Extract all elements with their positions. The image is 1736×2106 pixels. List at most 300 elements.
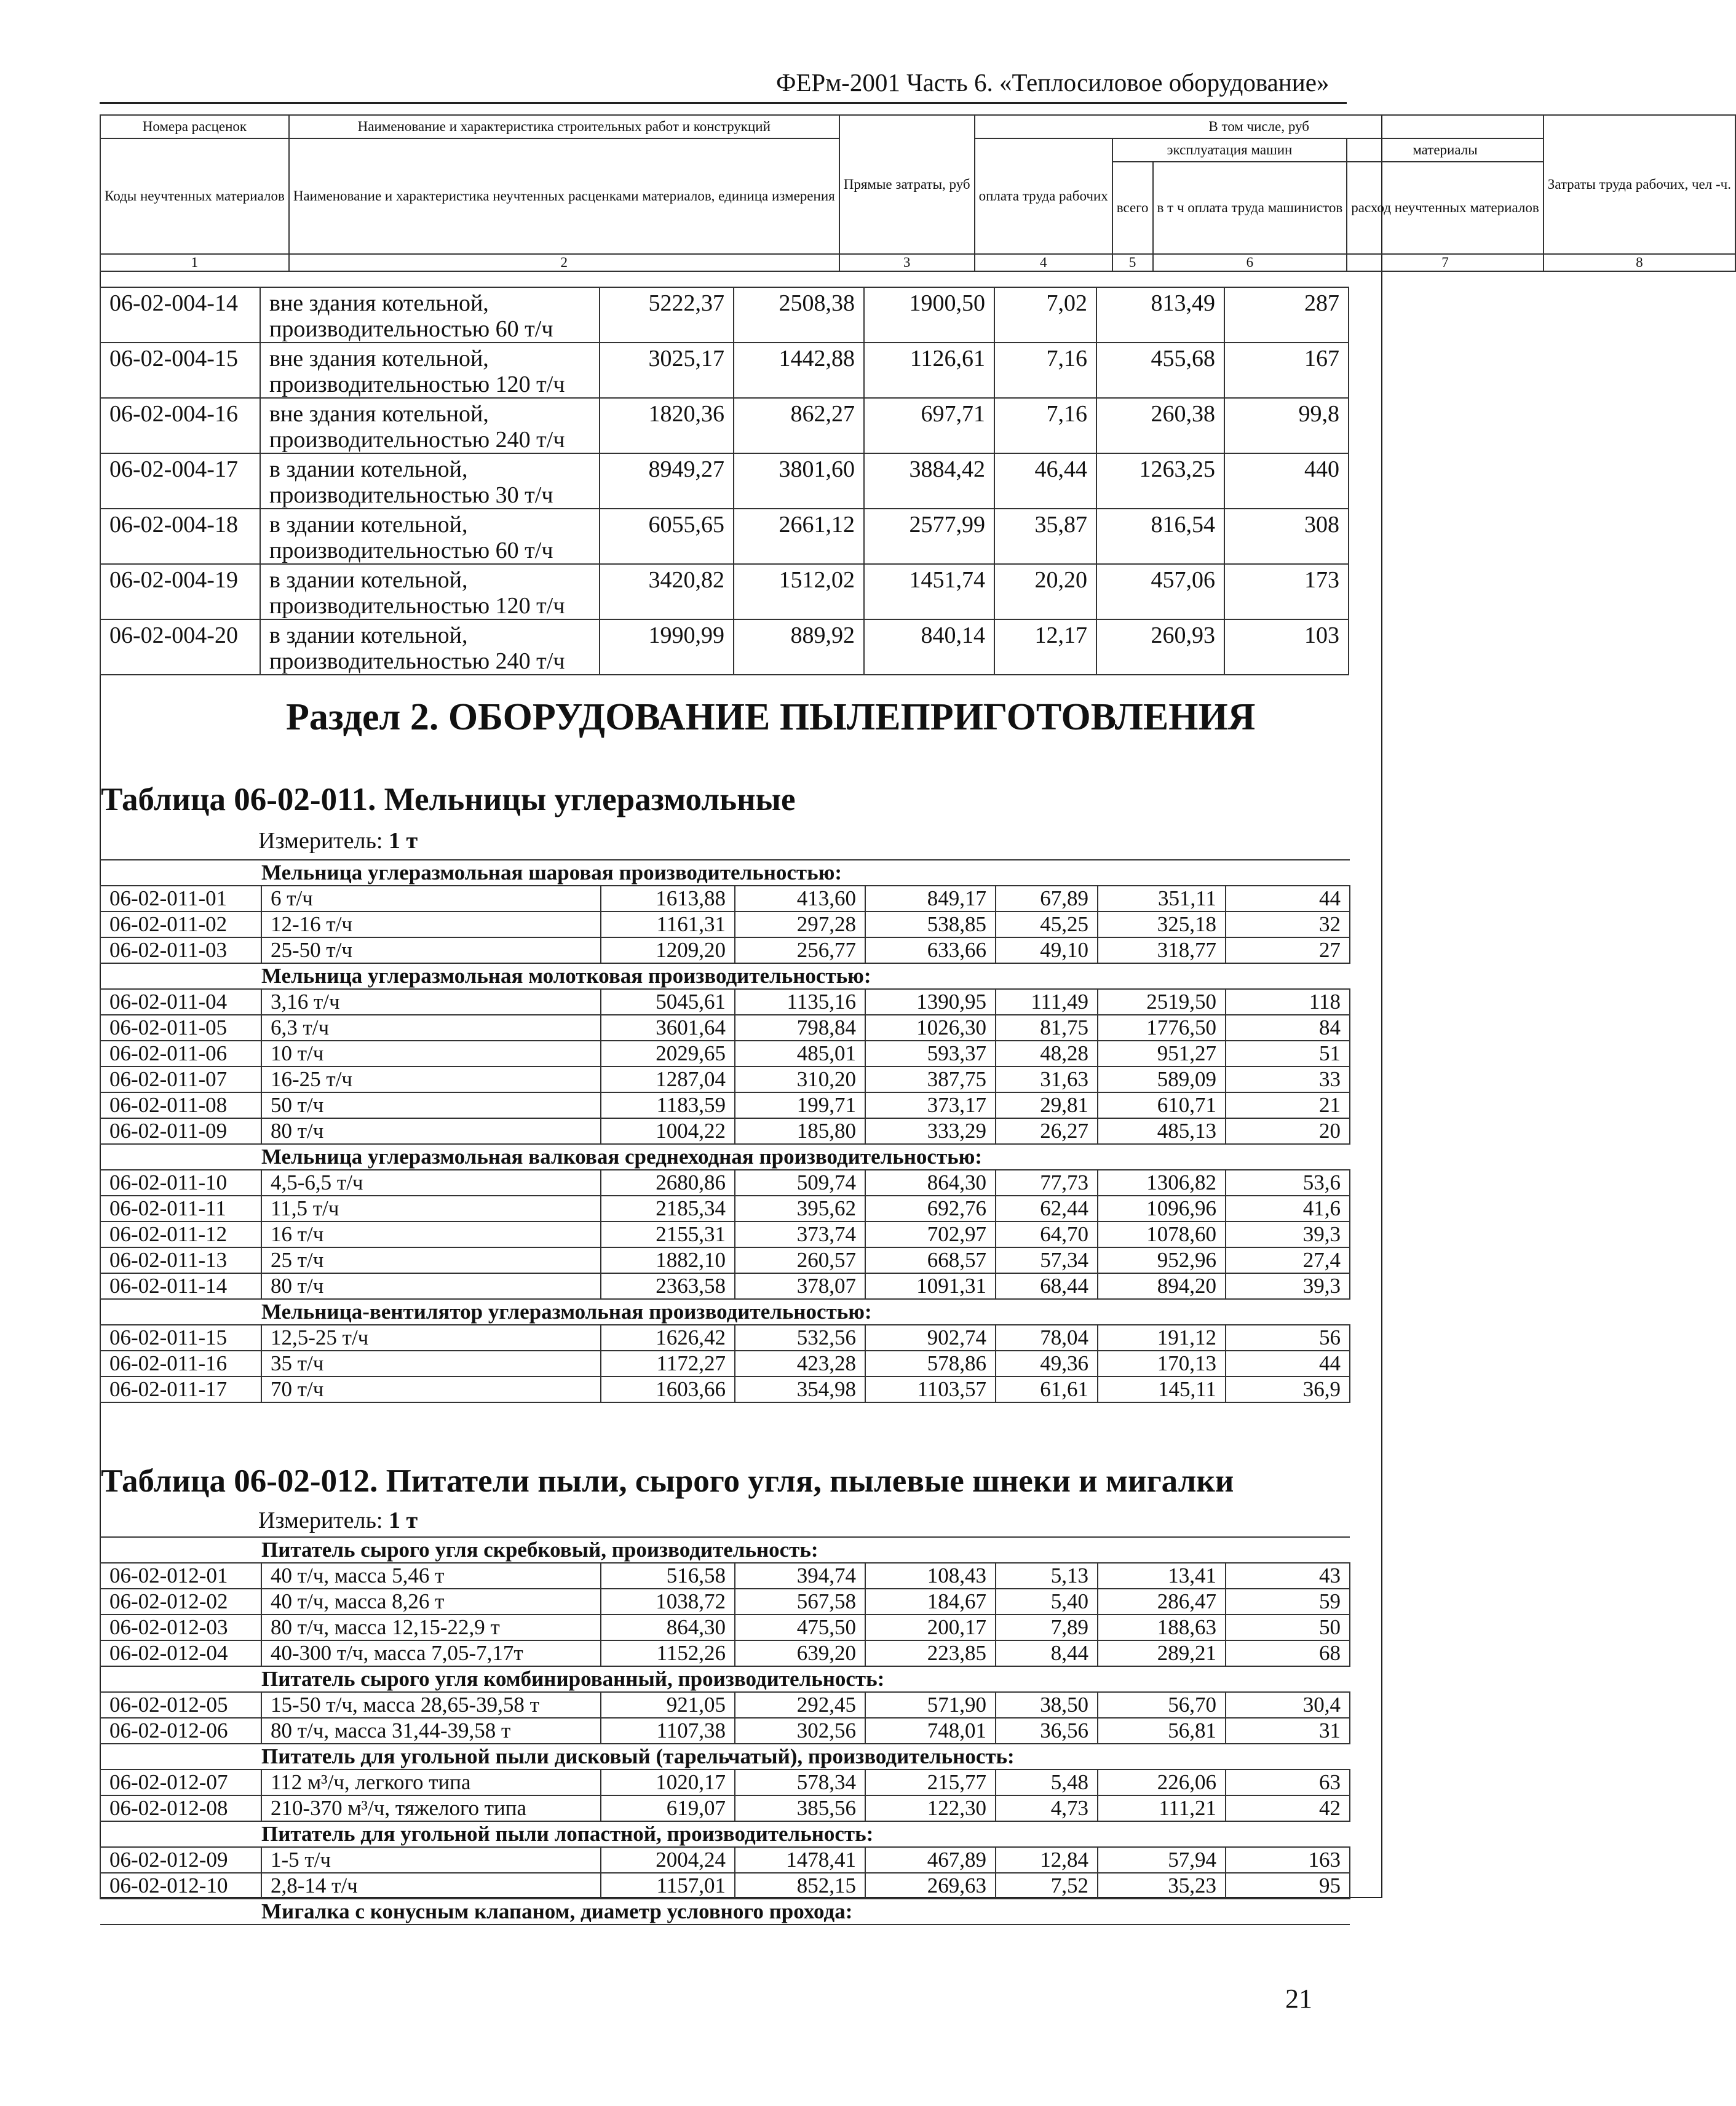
machine-costs: 387,75 <box>865 1067 996 1092</box>
rate-code: 06-02-012-02 <box>100 1589 261 1615</box>
work-description: 40 т/ч, масса 5,46 т <box>261 1563 601 1589</box>
labor-costs: 20 <box>1226 1118 1350 1144</box>
workers-pay: 395,62 <box>735 1196 865 1222</box>
machinist-pay: 7,89 <box>996 1615 1098 1640</box>
group-heading-row <box>100 1821 1350 1847</box>
machinist-pay: 5,48 <box>996 1770 1098 1795</box>
workers-pay: 1478,41 <box>735 1847 865 1873</box>
machine-costs: 840,14 <box>864 619 994 675</box>
work-description: в здании котельной, производительностью 30 т/ч <box>260 453 600 509</box>
header-material-name: Наименование и характеристика неучтенных расценками материалов, единица измерения <box>289 138 839 254</box>
labor-costs: 50 <box>1226 1615 1350 1640</box>
materials-cost: 813,49 <box>1096 287 1224 343</box>
rate-code: 06-02-011-13 <box>100 1247 261 1273</box>
group-heading: Питатель для угольной пыли дисковый (тарельчатый), производительность: <box>100 1744 1350 1770</box>
group-heading-row <box>100 1899 1350 1925</box>
rate-code: 06-02-011-15 <box>100 1325 261 1351</box>
direct-costs: 5222,37 <box>600 287 734 343</box>
work-description: 80 т/ч, масса 12,15-22,9 т <box>261 1615 601 1640</box>
direct-costs: 1990,99 <box>600 619 734 675</box>
rate-code: 06-02-011-01 <box>100 886 261 912</box>
table-row <box>100 1563 1350 1589</box>
workers-pay: 385,56 <box>735 1795 865 1821</box>
workers-pay: 1135,16 <box>735 989 865 1015</box>
work-description: 11,5 т/ч <box>261 1196 601 1222</box>
machine-costs: 269,63 <box>865 1873 996 1899</box>
machine-costs: 223,85 <box>865 1640 996 1666</box>
direct-costs: 516,58 <box>601 1563 735 1589</box>
labor-costs: 103 <box>1224 619 1349 675</box>
machine-costs: 864,30 <box>865 1170 996 1196</box>
col-number: 4 <box>975 254 1112 271</box>
materials-cost: 1776,50 <box>1098 1015 1226 1041</box>
meter-label: Измеритель: <box>258 828 383 854</box>
table-012-meter <box>258 1507 418 1534</box>
group-heading-row <box>100 1299 1350 1325</box>
direct-costs: 1820,36 <box>600 398 734 453</box>
machine-costs: 1126,61 <box>864 343 994 398</box>
header-unaccounted-materials: расход неучтенных материалов <box>1347 162 1543 254</box>
direct-costs: 1209,20 <box>601 937 735 963</box>
materials-cost: 951,27 <box>1098 1041 1226 1067</box>
direct-costs: 3601,64 <box>601 1015 735 1041</box>
page-number: 21 <box>1285 1984 1312 2014</box>
rate-code: 06-02-012-06 <box>100 1718 261 1744</box>
labor-costs: 59 <box>1226 1589 1350 1615</box>
rate-code: 06-02-011-07 <box>100 1067 261 1092</box>
labor-costs: 118 <box>1226 989 1350 1015</box>
direct-costs: 619,07 <box>601 1795 735 1821</box>
machine-costs: 633,66 <box>865 937 996 963</box>
workers-pay: 297,28 <box>735 912 865 937</box>
workers-pay: 260,57 <box>735 1247 865 1273</box>
labor-costs: 53,6 <box>1226 1170 1350 1196</box>
table-row <box>100 1325 1350 1351</box>
work-description: 6,3 т/ч <box>261 1015 601 1041</box>
table-row <box>100 1770 1350 1795</box>
table-row <box>100 1640 1350 1666</box>
workers-pay: 302,56 <box>735 1718 865 1744</box>
group-heading-row <box>100 1666 1350 1692</box>
workers-pay: 373,74 <box>735 1222 865 1247</box>
group-heading: Мельница углеразмольная валковая среднеходная производительностью: <box>100 1144 1350 1170</box>
workers-pay: 413,60 <box>735 886 865 912</box>
workers-pay: 378,07 <box>735 1273 865 1299</box>
table-row <box>100 912 1350 937</box>
materials-cost: 351,11 <box>1098 886 1226 912</box>
table-row <box>100 1092 1350 1118</box>
table-row <box>100 1615 1350 1640</box>
machinist-pay: 35,87 <box>994 509 1096 564</box>
rate-code: 06-02-011-16 <box>100 1351 261 1377</box>
header-rule <box>100 102 1347 104</box>
rate-code: 06-02-011-05 <box>100 1015 261 1041</box>
header-machinist-pay: в т ч оплата труда машинистов <box>1153 162 1347 254</box>
machine-costs: 200,17 <box>865 1615 996 1640</box>
machinist-pay: 7,52 <box>996 1873 1098 1899</box>
direct-costs: 1603,66 <box>601 1377 735 1402</box>
direct-costs: 2185,34 <box>601 1196 735 1222</box>
col-number: 7 <box>1347 254 1543 271</box>
machinist-pay: 49,36 <box>996 1351 1098 1377</box>
table-row <box>100 398 1349 453</box>
table-row <box>100 1795 1350 1821</box>
materials-cost: 35,23 <box>1098 1873 1226 1899</box>
materials-cost: 56,81 <box>1098 1718 1226 1744</box>
machine-costs: 668,57 <box>865 1247 996 1273</box>
rate-code: 06-02-004-18 <box>100 509 260 564</box>
labor-costs: 287 <box>1224 287 1349 343</box>
rates-table-004 <box>100 287 1349 675</box>
work-description: 112 м³/ч, легкого типа <box>261 1770 601 1795</box>
work-description: 25 т/ч <box>261 1247 601 1273</box>
machinist-pay: 5,13 <box>996 1563 1098 1589</box>
workers-pay: 423,28 <box>735 1351 865 1377</box>
rate-code: 06-02-012-07 <box>100 1770 261 1795</box>
materials-cost: 260,38 <box>1096 398 1224 453</box>
work-description: 16 т/ч <box>261 1222 601 1247</box>
machine-costs: 184,67 <box>865 1589 996 1615</box>
direct-costs: 3025,17 <box>600 343 734 398</box>
labor-costs: 27 <box>1226 937 1350 963</box>
machinist-pay: 64,70 <box>996 1222 1098 1247</box>
materials-cost: 485,13 <box>1098 1118 1226 1144</box>
machine-costs: 578,86 <box>865 1351 996 1377</box>
machinist-pay: 12,84 <box>996 1847 1098 1873</box>
materials-cost: 589,09 <box>1098 1067 1226 1092</box>
work-description: 4,5-6,5 т/ч <box>261 1170 601 1196</box>
machine-costs: 702,97 <box>865 1222 996 1247</box>
machinist-pay: 36,56 <box>996 1718 1098 1744</box>
direct-costs: 2155,31 <box>601 1222 735 1247</box>
materials-cost: 188,63 <box>1098 1615 1226 1640</box>
table-row <box>100 343 1349 398</box>
labor-costs: 56 <box>1226 1325 1350 1351</box>
work-description: 50 т/ч <box>261 1092 601 1118</box>
labor-costs: 41,6 <box>1226 1196 1350 1222</box>
header-materials: материалы <box>1347 138 1543 162</box>
workers-pay: 509,74 <box>735 1170 865 1196</box>
machinist-pay: 45,25 <box>996 912 1098 937</box>
machine-costs: 748,01 <box>865 1718 996 1744</box>
materials-cost: 191,12 <box>1098 1325 1226 1351</box>
workers-pay: 567,58 <box>735 1589 865 1615</box>
work-description: в здании котельной, производительностью 120 т/ч <box>260 564 600 619</box>
rate-code: 06-02-004-19 <box>100 564 260 619</box>
labor-costs: 44 <box>1226 1351 1350 1377</box>
materials-cost: 57,94 <box>1098 1847 1226 1873</box>
table-row <box>100 1847 1350 1873</box>
materials-cost: 455,68 <box>1096 343 1224 398</box>
work-description: 2,8-14 т/ч <box>261 1873 601 1899</box>
col-number: 6 <box>1153 254 1347 271</box>
work-description: 16-25 т/ч <box>261 1067 601 1092</box>
workers-pay: 1512,02 <box>734 564 864 619</box>
machinist-pay: 20,20 <box>994 564 1096 619</box>
rates-table-011 <box>100 859 1350 1403</box>
direct-costs: 1172,27 <box>601 1351 735 1377</box>
labor-costs: 95 <box>1226 1873 1350 1899</box>
machinist-pay: 77,73 <box>996 1170 1098 1196</box>
work-description: 15-50 т/ч, масса 28,65-39,58 т <box>261 1692 601 1718</box>
table-row <box>100 937 1350 963</box>
workers-pay: 532,56 <box>735 1325 865 1351</box>
group-heading-row <box>100 1744 1350 1770</box>
direct-costs: 1613,88 <box>601 886 735 912</box>
rate-code: 06-02-004-15 <box>100 343 260 398</box>
header-material-codes: Коды неучтенных материалов <box>100 138 289 254</box>
machine-costs: 1451,74 <box>864 564 994 619</box>
rate-code: 06-02-012-01 <box>100 1563 261 1589</box>
table-row <box>100 886 1350 912</box>
labor-costs: 63 <box>1226 1770 1350 1795</box>
machinist-pay: 38,50 <box>996 1692 1098 1718</box>
machine-costs: 108,43 <box>865 1563 996 1589</box>
machinist-pay: 68,44 <box>996 1273 1098 1299</box>
materials-cost: 145,11 <box>1098 1377 1226 1402</box>
direct-costs: 8949,27 <box>600 453 734 509</box>
labor-costs: 44 <box>1226 886 1350 912</box>
workers-pay: 889,92 <box>734 619 864 675</box>
table-row <box>100 564 1349 619</box>
direct-costs: 1287,04 <box>601 1067 735 1092</box>
group-heading-row <box>100 963 1350 989</box>
materials-cost: 13,41 <box>1098 1563 1226 1589</box>
workers-pay: 3801,60 <box>734 453 864 509</box>
table-row <box>100 453 1349 509</box>
materials-cost: 170,13 <box>1098 1351 1226 1377</box>
group-heading-row <box>100 1144 1350 1170</box>
machine-costs: 571,90 <box>865 1692 996 1718</box>
workers-pay: 292,45 <box>735 1692 865 1718</box>
work-description: вне здания котельной, производительностью 60 т/ч <box>260 287 600 343</box>
materials-cost: 289,21 <box>1098 1640 1226 1666</box>
machinist-pay: 57,34 <box>996 1247 1098 1273</box>
rate-code: 06-02-011-02 <box>100 912 261 937</box>
table-row <box>100 1067 1350 1092</box>
machinist-pay: 31,63 <box>996 1067 1098 1092</box>
header-labor-costs: Затраты труда рабочих, чел -ч. <box>1544 115 1735 254</box>
direct-costs: 2680,86 <box>601 1170 735 1196</box>
group-heading: Питатель сырого угля скребковый, производительность: <box>100 1537 1350 1563</box>
header-workers-pay: оплата труда рабочих <box>975 138 1112 254</box>
work-description: 80 т/ч <box>261 1118 601 1144</box>
table-row <box>100 287 1349 343</box>
materials-cost: 952,96 <box>1098 1247 1226 1273</box>
machine-costs: 697,71 <box>864 398 994 453</box>
machinist-pay: 61,61 <box>996 1377 1098 1402</box>
direct-costs: 1183,59 <box>601 1092 735 1118</box>
materials-cost: 457,06 <box>1096 564 1224 619</box>
machine-costs: 538,85 <box>865 912 996 937</box>
direct-costs: 2004,24 <box>601 1847 735 1873</box>
meter-value: 1 т <box>389 828 418 854</box>
page-header: ФЕРм-2001 Часть 6. «Теплосиловое оборудование» <box>776 68 1330 97</box>
workers-pay: 2661,12 <box>734 509 864 564</box>
labor-costs: 32 <box>1226 912 1350 937</box>
rate-code: 06-02-011-09 <box>100 1118 261 1144</box>
materials-cost: 1078,60 <box>1098 1222 1226 1247</box>
direct-costs: 1626,42 <box>601 1325 735 1351</box>
workers-pay: 394,74 <box>735 1563 865 1589</box>
work-description: 12-16 т/ч <box>261 912 601 937</box>
machine-costs: 902,74 <box>865 1325 996 1351</box>
rate-code: 06-02-004-20 <box>100 619 260 675</box>
table-row <box>100 1247 1350 1273</box>
labor-costs: 440 <box>1224 453 1349 509</box>
machine-costs: 215,77 <box>865 1770 996 1795</box>
work-description: 70 т/ч <box>261 1377 601 1402</box>
direct-costs: 1107,38 <box>601 1718 735 1744</box>
work-description: 1-5 т/ч <box>261 1847 601 1873</box>
work-description: 80 т/ч <box>261 1273 601 1299</box>
header-including: В том числе, руб <box>975 115 1544 138</box>
materials-cost: 286,47 <box>1098 1589 1226 1615</box>
labor-costs: 173 <box>1224 564 1349 619</box>
table-row <box>100 1222 1350 1247</box>
work-description: 6 т/ч <box>261 886 601 912</box>
workers-pay: 2508,38 <box>734 287 864 343</box>
machinist-pay: 78,04 <box>996 1325 1098 1351</box>
rate-code: 06-02-012-09 <box>100 1847 261 1873</box>
labor-costs: 30,4 <box>1226 1692 1350 1718</box>
machine-costs: 1091,31 <box>865 1273 996 1299</box>
workers-pay: 199,71 <box>735 1092 865 1118</box>
group-heading: Мигалка с конусным клапаном, диаметр условного прохода: <box>100 1899 1350 1925</box>
col-number: 8 <box>1544 254 1735 271</box>
machinist-pay: 67,89 <box>996 886 1098 912</box>
work-description: 10 т/ч <box>261 1041 601 1067</box>
direct-costs: 1004,22 <box>601 1118 735 1144</box>
work-description: 210-370 м³/ч, тяжелого типа <box>261 1795 601 1821</box>
labor-costs: 167 <box>1224 343 1349 398</box>
table-row <box>100 509 1349 564</box>
labor-costs: 36,9 <box>1226 1377 1350 1402</box>
direct-costs: 2029,65 <box>601 1041 735 1067</box>
table-row <box>100 1118 1350 1144</box>
materials-cost: 260,93 <box>1096 619 1224 675</box>
table-row <box>100 1873 1350 1899</box>
rate-code: 06-02-004-17 <box>100 453 260 509</box>
direct-costs: 1020,17 <box>601 1770 735 1795</box>
workers-pay: 354,98 <box>735 1377 865 1402</box>
work-description: 40-300 т/ч, масса 7,05-7,17т <box>261 1640 601 1666</box>
rate-code: 06-02-011-04 <box>100 989 261 1015</box>
group-heading: Мельница-вентилятор углеразмольная производительностью: <box>100 1299 1350 1325</box>
table-row <box>100 989 1350 1015</box>
direct-costs: 3420,82 <box>600 564 734 619</box>
machinist-pay: 46,44 <box>994 453 1096 509</box>
direct-costs: 2363,58 <box>601 1273 735 1299</box>
machine-costs: 373,17 <box>865 1092 996 1118</box>
rates-table-012 <box>100 1536 1350 1925</box>
materials-cost: 325,18 <box>1098 912 1226 937</box>
work-description: 12,5-25 т/ч <box>261 1325 601 1351</box>
machine-costs: 2577,99 <box>864 509 994 564</box>
work-description: вне здания котельной, производительностью 120 т/ч <box>260 343 600 398</box>
materials-cost: 226,06 <box>1098 1770 1226 1795</box>
col-number: 3 <box>839 254 975 271</box>
workers-pay: 310,20 <box>735 1067 865 1092</box>
table-row <box>100 1692 1350 1718</box>
rate-code: 06-02-012-05 <box>100 1692 261 1718</box>
direct-costs: 1038,72 <box>601 1589 735 1615</box>
workers-pay: 578,34 <box>735 1770 865 1795</box>
workers-pay: 852,15 <box>735 1873 865 1899</box>
table-011-title: Таблица 06-02-011. Мельницы углеразмольные <box>101 782 796 817</box>
labor-costs: 42 <box>1226 1795 1350 1821</box>
labor-costs: 99,8 <box>1224 398 1349 453</box>
work-description: 25-50 т/ч <box>261 937 601 963</box>
rate-code: 06-02-011-12 <box>100 1222 261 1247</box>
rate-code: 06-02-011-11 <box>100 1196 261 1222</box>
machine-costs: 1026,30 <box>865 1015 996 1041</box>
work-description: 3,16 т/ч <box>261 989 601 1015</box>
table-row <box>100 1196 1350 1222</box>
work-description: в здании котельной, производительностью 60 т/ч <box>260 509 600 564</box>
machine-costs: 467,89 <box>865 1847 996 1873</box>
col-number: 2 <box>289 254 839 271</box>
table-row <box>100 1041 1350 1067</box>
machine-costs: 1900,50 <box>864 287 994 343</box>
labor-costs: 39,3 <box>1226 1222 1350 1247</box>
workers-pay: 185,80 <box>735 1118 865 1144</box>
materials-cost: 318,77 <box>1098 937 1226 963</box>
materials-cost: 610,71 <box>1098 1092 1226 1118</box>
direct-costs: 1157,01 <box>601 1873 735 1899</box>
labor-costs: 51 <box>1226 1041 1350 1067</box>
header-rate-numbers: Номера расценок <box>100 115 289 138</box>
machine-costs: 333,29 <box>865 1118 996 1144</box>
rate-code: 06-02-011-03 <box>100 937 261 963</box>
table-012-title: Таблица 06-02-012. Питатели пыли, сырого угля, пылевые шнеки и мигалки <box>101 1463 1234 1499</box>
rate-code: 06-02-011-10 <box>100 1170 261 1196</box>
workers-pay: 798,84 <box>735 1015 865 1041</box>
labor-costs: 27,4 <box>1226 1247 1350 1273</box>
materials-cost: 894,20 <box>1098 1273 1226 1299</box>
table-row <box>100 1015 1350 1041</box>
materials-cost: 1263,25 <box>1096 453 1224 509</box>
table-row <box>100 1718 1350 1744</box>
machinist-pay: 111,49 <box>996 989 1098 1015</box>
machinist-pay: 7,16 <box>994 398 1096 453</box>
header-machine-operation: эксплуатация машин <box>1112 138 1347 162</box>
rate-code: 06-02-012-08 <box>100 1795 261 1821</box>
rate-code: 06-02-012-04 <box>100 1640 261 1666</box>
machinist-pay: 7,02 <box>994 287 1096 343</box>
table-row <box>100 1170 1350 1196</box>
rate-code: 06-02-004-16 <box>100 398 260 453</box>
work-description: 80 т/ч, масса 31,44-39,58 т <box>261 1718 601 1744</box>
workers-pay: 485,01 <box>735 1041 865 1067</box>
machine-costs: 593,37 <box>865 1041 996 1067</box>
direct-costs: 6055,65 <box>600 509 734 564</box>
table-011-meter <box>258 827 418 854</box>
rate-code: 06-02-004-14 <box>100 287 260 343</box>
labor-costs: 33 <box>1226 1067 1350 1092</box>
direct-costs: 921,05 <box>601 1692 735 1718</box>
materials-cost: 56,70 <box>1098 1692 1226 1718</box>
rate-code: 06-02-011-08 <box>100 1092 261 1118</box>
meter-value: 1 т <box>389 1508 418 1533</box>
col-number: 5 <box>1112 254 1153 271</box>
rate-code: 06-02-011-17 <box>100 1377 261 1402</box>
rate-code: 06-02-012-03 <box>100 1615 261 1640</box>
direct-costs: 1152,26 <box>601 1640 735 1666</box>
materials-cost: 2519,50 <box>1098 989 1226 1015</box>
direct-costs: 1882,10 <box>601 1247 735 1273</box>
col-number: 1 <box>100 254 289 271</box>
